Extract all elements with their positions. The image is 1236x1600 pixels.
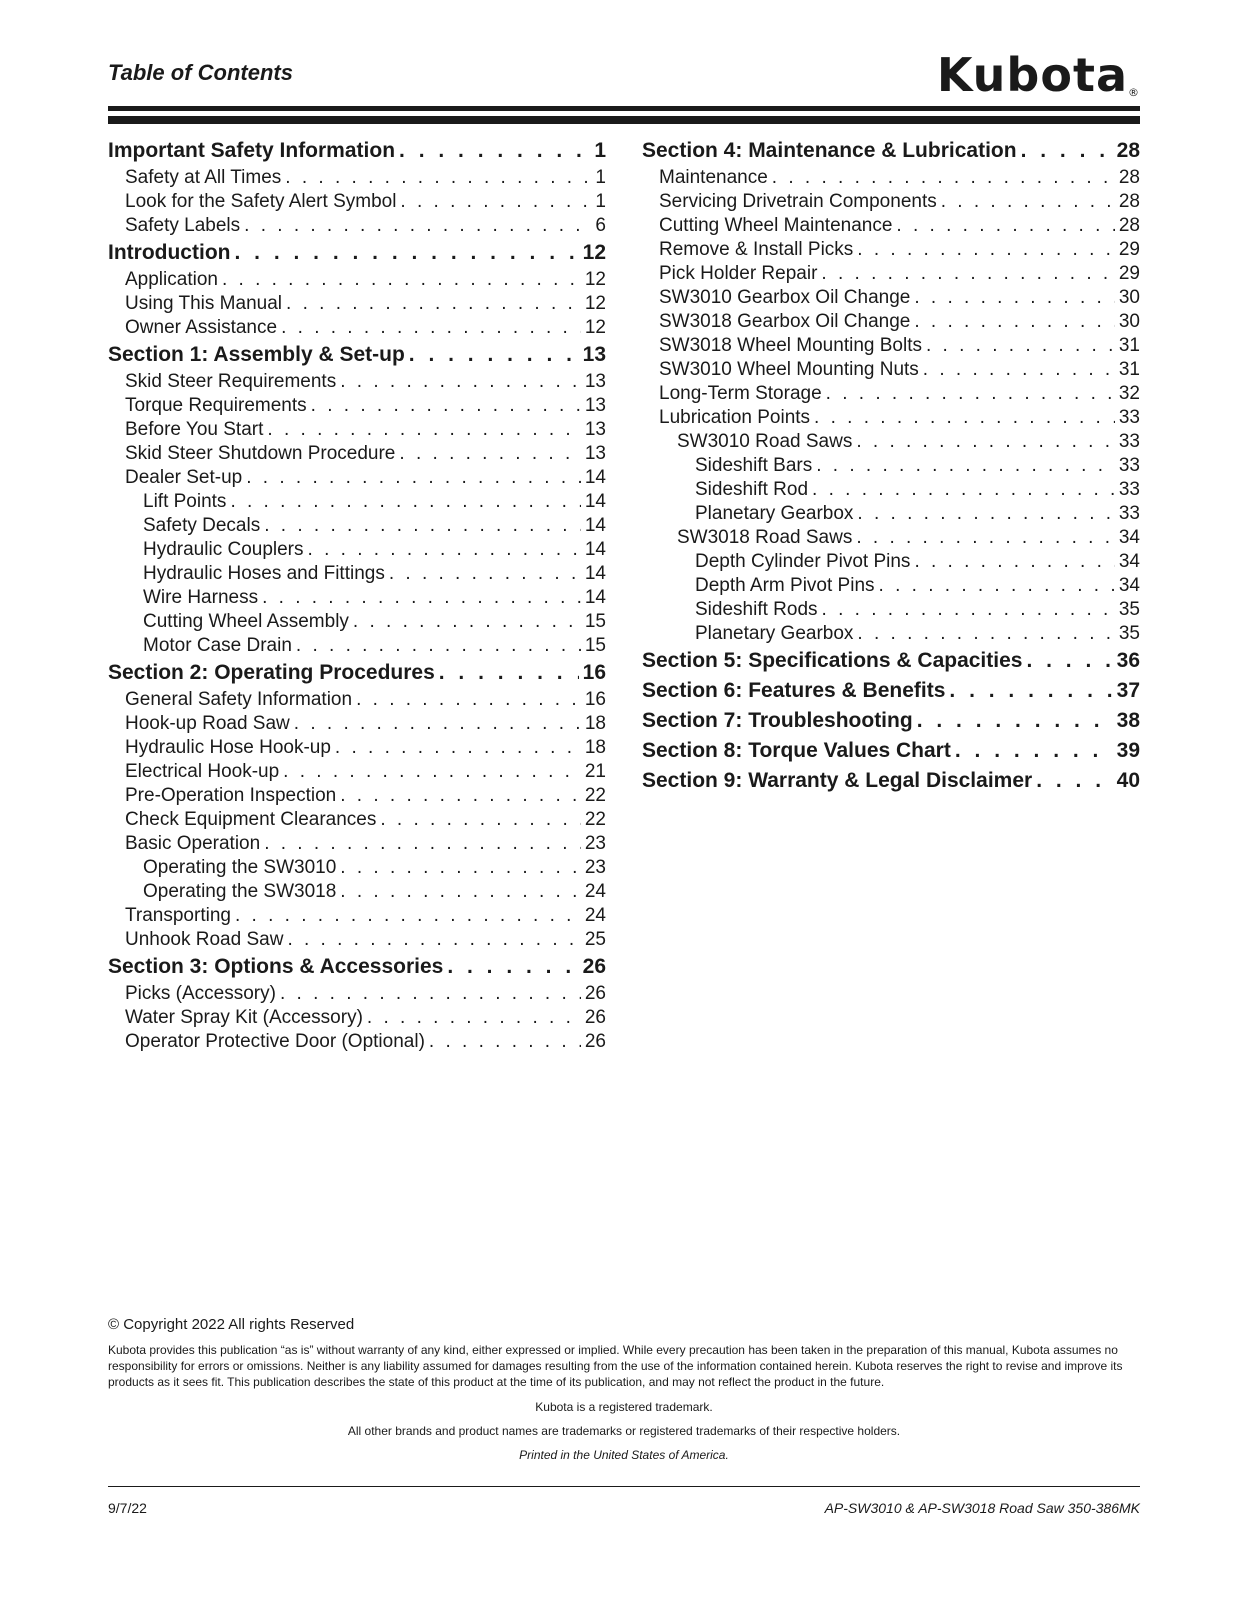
toc-leader-dots	[879, 575, 1115, 597]
toc-page-number: 28	[1118, 191, 1140, 212]
toc-leader-dots	[296, 635, 581, 657]
toc-leader-dots	[285, 167, 591, 189]
toc-entry[interactable]	[108, 635, 606, 659]
toc-entry-label: Lift Points	[143, 491, 227, 512]
toc-page-number: 26	[582, 955, 606, 978]
page-title: Table of Contents	[108, 60, 293, 85]
toc-entry[interactable]	[108, 1007, 606, 1031]
toc-entry-label: Using This Manual	[125, 293, 283, 314]
toc-section-entry[interactable]	[108, 343, 606, 371]
toc-entry-label: Long-Term Storage	[659, 383, 822, 404]
toc-entry[interactable]	[108, 587, 606, 611]
toc-page-number: 12	[584, 317, 606, 338]
toc-leader-dots	[914, 287, 1114, 309]
toc-entry-label: Section 2: Operating Procedures	[108, 661, 435, 684]
toc-leader-dots	[949, 679, 1112, 703]
copyright-notice: © Copyright 2022 All rights Reserved	[108, 1316, 355, 1333]
toc-page-number: 23	[584, 857, 606, 878]
toc-entry-label: Before You Start	[125, 419, 264, 440]
toc-leader-dots	[439, 661, 579, 685]
toc-section-entry[interactable]	[642, 649, 1140, 677]
toc-right-column	[642, 137, 1140, 797]
toc-entry-label: Planetary Gearbox	[695, 623, 854, 644]
toc-entry[interactable]	[642, 383, 1140, 407]
toc-entry[interactable]	[108, 611, 606, 635]
trademark-notice: Kubota is a registered trademark.	[535, 1400, 713, 1414]
toc-entry[interactable]	[642, 239, 1140, 263]
toc-entry[interactable]	[108, 689, 606, 713]
toc-leader-dots	[399, 443, 580, 465]
toc-page-number: 26	[584, 1031, 606, 1052]
toc-page-number: 34	[1118, 551, 1140, 572]
toc-entry-label: Skid Steer Requirements	[125, 371, 337, 392]
toc-leader-dots	[380, 809, 581, 831]
header-rule-thin	[108, 116, 1140, 124]
toc-page-number: 26	[584, 983, 606, 1004]
toc-entry-label: SW3010 Gearbox Oil Change	[659, 287, 911, 308]
toc-leader-dots	[822, 599, 1115, 621]
toc-page-number: 33	[1118, 407, 1140, 428]
toc-leader-dots	[447, 955, 578, 979]
toc-entry-label: Dealer Set-up	[125, 467, 243, 488]
toc-page-number: 33	[1118, 503, 1140, 524]
toc-leader-dots	[335, 737, 581, 759]
toc-entry[interactable]	[642, 503, 1140, 527]
toc-entry-label: Section 5: Specifications & Capacities	[642, 649, 1023, 672]
toc-leader-dots	[353, 611, 581, 633]
toc-page-number: 33	[1118, 455, 1140, 476]
toc-leader-dots	[267, 419, 580, 441]
toc-page-number: 1	[595, 167, 606, 188]
toc-leader-dots	[264, 515, 581, 537]
toc-entry-label: SW3018 Road Saws	[677, 527, 853, 548]
toc-page-number: 31	[1118, 359, 1140, 380]
toc-page-number: 22	[584, 809, 606, 830]
toc-entry-label: General Safety Information	[125, 689, 353, 710]
toc-leader-dots	[409, 343, 579, 367]
toc-entry[interactable]	[108, 191, 606, 215]
toc-entry[interactable]	[108, 491, 606, 515]
toc-leader-dots	[311, 395, 581, 417]
toc-entry-label: SW3010 Road Saws	[677, 431, 853, 452]
toc-leader-dots	[826, 383, 1115, 405]
toc-leader-dots	[917, 709, 1113, 733]
toc-page-number: 39	[1116, 739, 1140, 762]
toc-page-number: 15	[584, 635, 606, 656]
toc-entry[interactable]	[108, 713, 606, 737]
toc-entry-label: SW3018 Wheel Mounting Bolts	[659, 335, 922, 356]
toc-page-number: 12	[584, 269, 606, 290]
toc-page-number: 6	[595, 215, 606, 236]
toc-entry-label: Maintenance	[659, 167, 768, 188]
toc-page-number: 16	[584, 689, 606, 710]
toc-entry[interactable]	[108, 737, 606, 761]
toc-leader-dots	[287, 929, 580, 951]
toc-entry[interactable]	[642, 455, 1140, 479]
toc-leader-dots	[857, 239, 1115, 261]
toc-leader-dots	[262, 587, 581, 609]
toc-entry-label: Picks (Accessory)	[125, 983, 276, 1004]
toc-entry[interactable]	[108, 1031, 606, 1055]
toc-page-number: 28	[1118, 167, 1140, 188]
toc-entry[interactable]	[642, 575, 1140, 599]
toc-leader-dots	[281, 317, 581, 339]
toc-page-number: 21	[584, 761, 606, 782]
toc-entry-label: Depth Cylinder Pivot Pins	[695, 551, 911, 572]
toc-leader-dots	[294, 713, 581, 735]
footer-date: 9/7/22	[108, 1500, 147, 1516]
toc-entry[interactable]	[108, 539, 606, 563]
toc-leader-dots	[856, 527, 1115, 549]
toc-entry-label: Basic Operation	[125, 833, 261, 854]
toc-entry[interactable]	[108, 857, 606, 881]
toc-entry[interactable]	[108, 983, 606, 1007]
toc-leader-dots	[812, 479, 1115, 501]
toc-leader-dots	[340, 785, 581, 807]
toc-entry-label: Torque Requirements	[125, 395, 307, 416]
toc-entry[interactable]	[642, 335, 1140, 359]
toc-entry-label: Section 7: Troubleshooting	[642, 709, 913, 732]
toc-entry-label: Hook-up Road Saw	[125, 713, 290, 734]
toc-entry[interactable]	[642, 431, 1140, 455]
header-rule-thick	[108, 106, 1140, 111]
toc-leader-dots	[235, 905, 581, 927]
toc-leader-dots	[856, 431, 1115, 453]
toc-leader-dots	[222, 269, 581, 291]
toc-page-number: 29	[1118, 263, 1140, 284]
toc-leader-dots	[914, 311, 1114, 333]
toc-page-number: 14	[584, 539, 606, 560]
toc-leader-dots	[340, 857, 581, 879]
toc-leader-dots	[367, 1007, 581, 1029]
toc-section-entry[interactable]	[108, 661, 606, 689]
toc-entry[interactable]	[108, 215, 606, 239]
toc-entry-label: Application	[125, 269, 218, 290]
toc-entry[interactable]	[108, 443, 606, 467]
toc-entry[interactable]	[642, 407, 1140, 431]
toc-page-number: 15	[584, 611, 606, 632]
toc-page-number: 13	[584, 419, 606, 440]
toc-entry[interactable]	[642, 359, 1140, 383]
toc-page-number: 12	[582, 241, 606, 264]
toc-leader-dots	[923, 359, 1115, 381]
toc-section-entry[interactable]	[642, 139, 1140, 167]
toc-page-number: 37	[1116, 679, 1140, 702]
toc-page-number: 23	[584, 833, 606, 854]
toc-page-number: 34	[1118, 575, 1140, 596]
toc-entry[interactable]	[642, 191, 1140, 215]
toc-entry-label: Depth Arm Pivot Pins	[695, 575, 875, 596]
toc-page-number: 30	[1118, 311, 1140, 332]
toc-entry-label: Operator Protective Door (Optional)	[125, 1031, 425, 1052]
toc-page-number: 13	[584, 395, 606, 416]
toc-entry-label: Cutting Wheel Assembly	[143, 611, 349, 632]
toc-page-number: 25	[584, 929, 606, 950]
toc-entry-label: Safety Decals	[143, 515, 261, 536]
toc-entry-label: Safety Labels	[125, 215, 241, 236]
toc-entry[interactable]	[108, 167, 606, 191]
toc-entry[interactable]	[642, 287, 1140, 311]
toc-entry-label: Safety at All Times	[125, 167, 282, 188]
toc-page-number: 34	[1118, 527, 1140, 548]
toc-entry-label: Check Equipment Clearances	[125, 809, 377, 830]
toc-section-entry[interactable]	[108, 955, 606, 983]
toc-entry[interactable]	[108, 419, 606, 443]
toc-entry[interactable]	[108, 371, 606, 395]
toc-leader-dots	[857, 503, 1114, 525]
toc-page-number: 24	[584, 881, 606, 902]
toc-page-number: 31	[1118, 335, 1140, 356]
toc-entry-label: Hydraulic Hose Hook-up	[125, 737, 331, 758]
toc-leader-dots	[246, 467, 581, 489]
toc-entry[interactable]	[108, 563, 606, 587]
toc-entry[interactable]	[108, 929, 606, 953]
toc-leader-dots	[821, 263, 1114, 285]
toc-leader-dots	[816, 455, 1115, 477]
toc-leader-dots	[857, 623, 1114, 645]
toc-page-number: 14	[584, 467, 606, 488]
toc-entry-label: Introduction	[108, 241, 231, 264]
toc-page-number: 36	[1116, 649, 1140, 672]
toc-leader-dots	[914, 551, 1114, 573]
toc-leader-dots	[814, 407, 1115, 429]
toc-leader-dots	[896, 215, 1114, 237]
toc-entry-label: Section 4: Maintenance & Lubrication	[642, 139, 1017, 162]
toc-entry[interactable]	[642, 167, 1140, 191]
toc-entry-label: Owner Assistance	[125, 317, 278, 338]
toc-leader-dots	[772, 167, 1115, 189]
toc-page-number: 24	[584, 905, 606, 926]
toc-entry[interactable]	[108, 317, 606, 341]
toc-section-entry[interactable]	[642, 709, 1140, 737]
toc-leader-dots	[400, 191, 591, 213]
toc-entry-label: Pick Holder Repair	[659, 263, 818, 284]
toc-leader-dots	[280, 983, 581, 1005]
kubota-logo: Kubota®	[936, 48, 1140, 102]
toc-page-number: 35	[1118, 599, 1140, 620]
footer-document-id: AP-SW3010 & AP-SW3018 Road Saw 350-386MK	[824, 1500, 1140, 1516]
toc-entry[interactable]	[108, 761, 606, 785]
toc-leader-dots	[234, 241, 578, 265]
toc-entry-label: Wire Harness	[143, 587, 259, 608]
toc-page-number: 14	[584, 563, 606, 584]
toc-entry-label: Remove & Install Picks	[659, 239, 854, 260]
toc-page-number: 12	[584, 293, 606, 314]
toc-entry[interactable]	[108, 293, 606, 317]
toc-entry[interactable]	[108, 467, 606, 491]
toc-leader-dots	[429, 1031, 581, 1053]
toc-entry-label: Look for the Safety Alert Symbol	[125, 191, 397, 212]
toc-page-number: 26	[584, 1007, 606, 1028]
toc-section-entry[interactable]	[642, 679, 1140, 707]
toc-entry[interactable]	[108, 905, 606, 929]
toc-entry-label: SW3010 Wheel Mounting Nuts	[659, 359, 919, 380]
toc-leader-dots	[340, 371, 581, 393]
toc-section-entry[interactable]	[642, 739, 1140, 767]
toc-entry-label: Sideshift Bars	[695, 455, 813, 476]
toc-entry-label: Operating the SW3010	[143, 857, 337, 878]
toc-entry[interactable]	[108, 395, 606, 419]
toc-leader-dots	[955, 739, 1113, 763]
other-brands-notice: All other brands and product names are trademarks or registered trademarks of their respective holders.	[347, 1424, 901, 1438]
toc-page-number: 32	[1118, 383, 1140, 404]
toc-page-number: 30	[1118, 287, 1140, 308]
toc-page-number: 33	[1118, 479, 1140, 500]
toc-page-number: 1	[595, 191, 606, 212]
toc-leader-dots	[926, 335, 1115, 357]
toc-leader-dots	[283, 761, 581, 783]
toc-section-entry[interactable]	[108, 241, 606, 269]
disclaimer-text: Kubota provides this publication “as is” without warranty of any kind, either expressed or implied. While every precaution has been taken in the preparation of this manual, Kubota assumes no responsibility for errors or omissions. Neither is any liability assumed for damages resulting from the use of the information contained herein. Kubota reserves the right to revise and improve its products as it sees fit. This publication describes the state of this product at the time of its publication, and may not reflect the product in the future.	[108, 1343, 1123, 1389]
toc-page-number: 14	[584, 491, 606, 512]
toc-page-number: 14	[584, 515, 606, 536]
toc-page-number: 35	[1118, 623, 1140, 644]
toc-leader-dots	[308, 539, 581, 561]
toc-entry-label: Section 6: Features & Benefits	[642, 679, 946, 702]
toc-entry[interactable]	[642, 551, 1140, 575]
toc-page-number: 13	[584, 443, 606, 464]
printed-notice: Printed in the United States of America.	[519, 1448, 729, 1462]
toc-entry-label: Pre-Operation Inspection	[125, 785, 337, 806]
toc-entry-label: Servicing Drivetrain Components	[659, 191, 937, 212]
toc-leader-dots	[356, 689, 581, 711]
toc-section-entry[interactable]	[108, 139, 606, 167]
toc-entry[interactable]	[642, 479, 1140, 503]
toc-entry-label: Sideshift Rod	[695, 479, 809, 500]
toc-leader-dots	[244, 215, 591, 237]
toc-entry-label: Section 1: Assembly & Set-up	[108, 343, 405, 366]
toc-entry[interactable]	[642, 311, 1140, 335]
toc-page-number: 40	[1116, 769, 1140, 792]
toc-page-number: 18	[584, 737, 606, 758]
toc-entry-label: Motor Case Drain	[143, 635, 292, 656]
toc-entry-label: Skid Steer Shutdown Procedure	[125, 443, 396, 464]
toc-entry-label: Section 9: Warranty & Legal Disclaimer	[642, 769, 1033, 792]
toc-entry-label: Sideshift Rods	[695, 599, 818, 620]
toc-entry[interactable]	[642, 623, 1140, 647]
toc-entry[interactable]	[642, 599, 1140, 623]
toc-page-number: 33	[1118, 431, 1140, 452]
toc-section-entry[interactable]	[642, 769, 1140, 797]
toc-left-column	[108, 137, 606, 1055]
toc-page-number: 28	[1116, 139, 1140, 162]
toc-page-number: 18	[584, 713, 606, 734]
toc-entry[interactable]	[108, 269, 606, 293]
toc-leader-dots	[399, 139, 590, 163]
toc-page-number: 13	[582, 343, 606, 366]
toc-entry[interactable]	[642, 263, 1140, 287]
toc-entry[interactable]	[642, 527, 1140, 551]
toc-entry-label: Water Spray Kit (Accessory)	[125, 1007, 363, 1028]
toc-leader-dots	[1036, 769, 1112, 793]
toc-entry[interactable]	[108, 881, 606, 905]
toc-entry-label: Important Safety Information	[108, 139, 396, 162]
toc-entry[interactable]	[108, 809, 606, 833]
toc-entry-label: Cutting Wheel Maintenance	[659, 215, 893, 236]
toc-entry-label: Hydraulic Hoses and Fittings	[143, 563, 385, 584]
toc-page-number: 1	[594, 139, 606, 162]
toc-leader-dots	[230, 491, 580, 513]
toc-page-number: 13	[584, 371, 606, 392]
toc-entry-label: Lubrication Points	[659, 407, 811, 428]
toc-leader-dots	[1026, 649, 1112, 673]
toc-entry-label: Operating the SW3018	[143, 881, 337, 902]
toc-leader-dots	[941, 191, 1115, 213]
toc-entry-label: Unhook Road Saw	[125, 929, 284, 950]
toc-entry-label: Transporting	[125, 905, 231, 926]
toc-entry-label: Section 8: Torque Values Chart	[642, 739, 951, 762]
toc-entry[interactable]	[108, 833, 606, 857]
toc-leader-dots	[340, 881, 581, 903]
toc-page-number: 29	[1118, 239, 1140, 260]
toc-page-number: 16	[582, 661, 606, 684]
toc-entry-label: Hydraulic Couplers	[143, 539, 304, 560]
toc-page-number: 28	[1118, 215, 1140, 236]
toc-page-number: 14	[584, 587, 606, 608]
toc-entry[interactable]	[642, 215, 1140, 239]
toc-leader-dots	[1021, 139, 1113, 163]
toc-leader-dots	[389, 563, 581, 585]
toc-entry-label: Section 3: Options & Accessories	[108, 955, 444, 978]
toc-entry-label: SW3018 Gearbox Oil Change	[659, 311, 911, 332]
toc-page-number: 22	[584, 785, 606, 806]
toc-entry-label: Electrical Hook-up	[125, 761, 280, 782]
toc-entry[interactable]	[108, 785, 606, 809]
toc-page-number: 38	[1116, 709, 1140, 732]
toc-leader-dots	[264, 833, 581, 855]
toc-leader-dots	[286, 293, 581, 315]
footer-rule	[108, 1486, 1140, 1487]
toc-entry-label: Planetary Gearbox	[695, 503, 854, 524]
toc-entry[interactable]	[108, 515, 606, 539]
